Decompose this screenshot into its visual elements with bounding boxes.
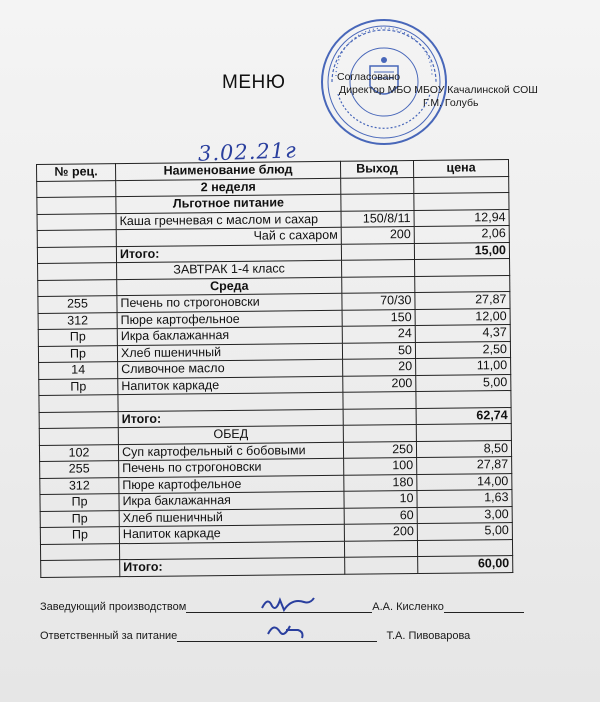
header-dish-name: Наименование блюд [116,161,341,180]
price-cell [417,539,512,556]
price-cell: 14,00 [417,473,512,490]
recipe-number-cell: 14 [39,362,118,379]
header-price: цена [413,160,508,177]
yield-cell [343,408,416,425]
recipe-number-cell: Пр [39,378,118,395]
yield-cell: 200 [341,227,414,244]
nutrition-handwritten-signature [262,620,312,642]
price-cell [415,259,510,276]
recipe-number-cell [39,428,118,445]
recipe-number-cell: Пр [40,527,119,544]
price-cell [414,176,509,193]
yield-cell: 10 [344,491,417,508]
yield-cell: 20 [343,359,416,376]
yield-cell: 100 [344,458,417,475]
approval-line-3: Г.М. Голубь [423,97,479,109]
recipe-number-cell: 312 [40,477,119,494]
yield-cell [343,425,416,442]
yield-cell: 24 [342,326,415,343]
dish-name-cell: Пюре картофельное [117,310,342,329]
recipe-number-cell [37,180,116,197]
recipe-number-cell [41,560,120,577]
dish-name-cell: 2 неделя [116,178,341,197]
dish-name-cell: Суп картофельный с бобовыми [118,442,343,461]
page-title: МЕНЮ [222,72,286,93]
price-cell: 11,00 [416,358,511,375]
recipe-number-cell: 312 [38,312,117,329]
yield-cell [341,243,414,260]
yield-cell: 60 [344,507,417,524]
recipe-number-cell [39,411,118,428]
price-cell: 2,06 [414,226,509,243]
price-cell: 1,63 [417,490,512,507]
menu-table [36,159,513,577]
recipe-number-cell [39,395,118,412]
recipe-number-cell: Пр [40,494,119,511]
yield-cell: 150 [342,309,415,326]
dish-name-cell: Сливочное масло [118,359,343,378]
dish-name-cell: Льготное питание [116,194,341,213]
approval-block [337,71,538,110]
recipe-number-cell [37,246,116,263]
production-name: А.А. Кисленко [372,601,444,613]
dish-name-cell: Каша гречневая с маслом и сахар [116,211,341,230]
price-cell: 62,74 [416,407,511,424]
recipe-number-cell: 102 [39,444,118,461]
recipe-number-cell [38,263,117,280]
dish-name-cell: Икра баклажанная [119,491,344,510]
nutrition-name: Т.А. Пивоварова [386,630,471,642]
dish-name-cell: Напиток каркаде [118,376,343,395]
yield-cell: 150/8/11 [341,210,414,227]
yield-cell [341,194,414,211]
dish-name-cell: ОБЕД [118,425,343,444]
recipe-number-cell: Пр [38,345,117,362]
dish-name-cell: Итого: [116,244,341,263]
menu-table-body [37,176,513,577]
price-cell [415,275,510,292]
dish-name-cell: Среда [117,277,342,296]
dish-name-cell: Итого: [118,409,343,428]
price-cell: 8,50 [416,440,511,457]
header-recipe-number: № рец. [37,164,116,181]
table-row [41,556,513,577]
price-cell: 60,00 [418,556,513,573]
dish-name-cell: Хлеб пшеничный [117,343,342,362]
dish-name-cell: Чай с сахаром [116,227,341,246]
yield-cell [342,260,415,277]
dish-name-cell: Хлеб пшеничный [119,508,344,527]
dish-name-cell: Пюре картофельное [119,475,344,494]
handwritten-date: 3.02.21г [197,138,298,166]
dish-name-cell: ЗАВТРАК 1-4 класс [117,260,342,279]
recipe-number-cell: Пр [38,329,117,346]
yield-cell [341,177,414,194]
yield-cell: 200 [344,524,417,541]
price-cell: 12,94 [414,209,509,226]
yield-cell [342,276,415,293]
yield-cell: 200 [343,375,416,392]
recipe-number-cell [40,543,119,560]
yield-cell [345,557,418,574]
nutrition-label: Ответственный за питание [40,630,178,642]
recipe-number-cell [37,213,116,230]
price-cell: 27,87 [415,292,510,309]
recipe-number-cell: Пр [40,510,119,527]
dish-name-cell: Напиток каркаде [119,524,344,543]
price-cell: 4,37 [415,325,510,342]
price-cell: 5,00 [417,523,512,540]
nutrition-signature-line [40,629,470,642]
price-cell [416,391,511,408]
price-cell: 3,00 [417,506,512,523]
recipe-number-cell: 255 [38,296,117,313]
price-cell [416,424,511,441]
price-cell: 2,50 [415,341,510,358]
yield-cell [343,392,416,409]
yield-cell: 180 [344,474,417,491]
yield-cell: 70/30 [342,293,415,310]
yield-cell: 250 [343,441,416,458]
recipe-number-cell [37,197,116,214]
price-cell: 5,00 [416,374,511,391]
dish-name-cell: Итого: [120,557,345,576]
recipe-number-cell [38,279,117,296]
recipe-number-cell: 255 [40,461,119,478]
approval-line-2: Директор МБО МБОУ Качалинской СОШ [339,84,538,96]
recipe-number-cell [37,230,116,247]
approval-line-1: Согласовано [337,71,401,83]
price-cell [414,193,509,210]
production-label: Заведующий производством [40,601,187,613]
yield-cell [344,540,417,557]
production-handwritten-signature [258,592,318,614]
yield-cell: 50 [342,342,415,359]
price-cell: 12,00 [415,308,510,325]
dish-name-cell: Печень по строгоновски [119,458,344,477]
header-yield: Выход [340,161,413,178]
price-cell: 27,87 [417,457,512,474]
price-cell: 15,00 [414,242,509,259]
dish-name-cell: Икра баклажанная [117,326,342,345]
dish-name-cell: Печень по строгоновски [117,293,342,312]
